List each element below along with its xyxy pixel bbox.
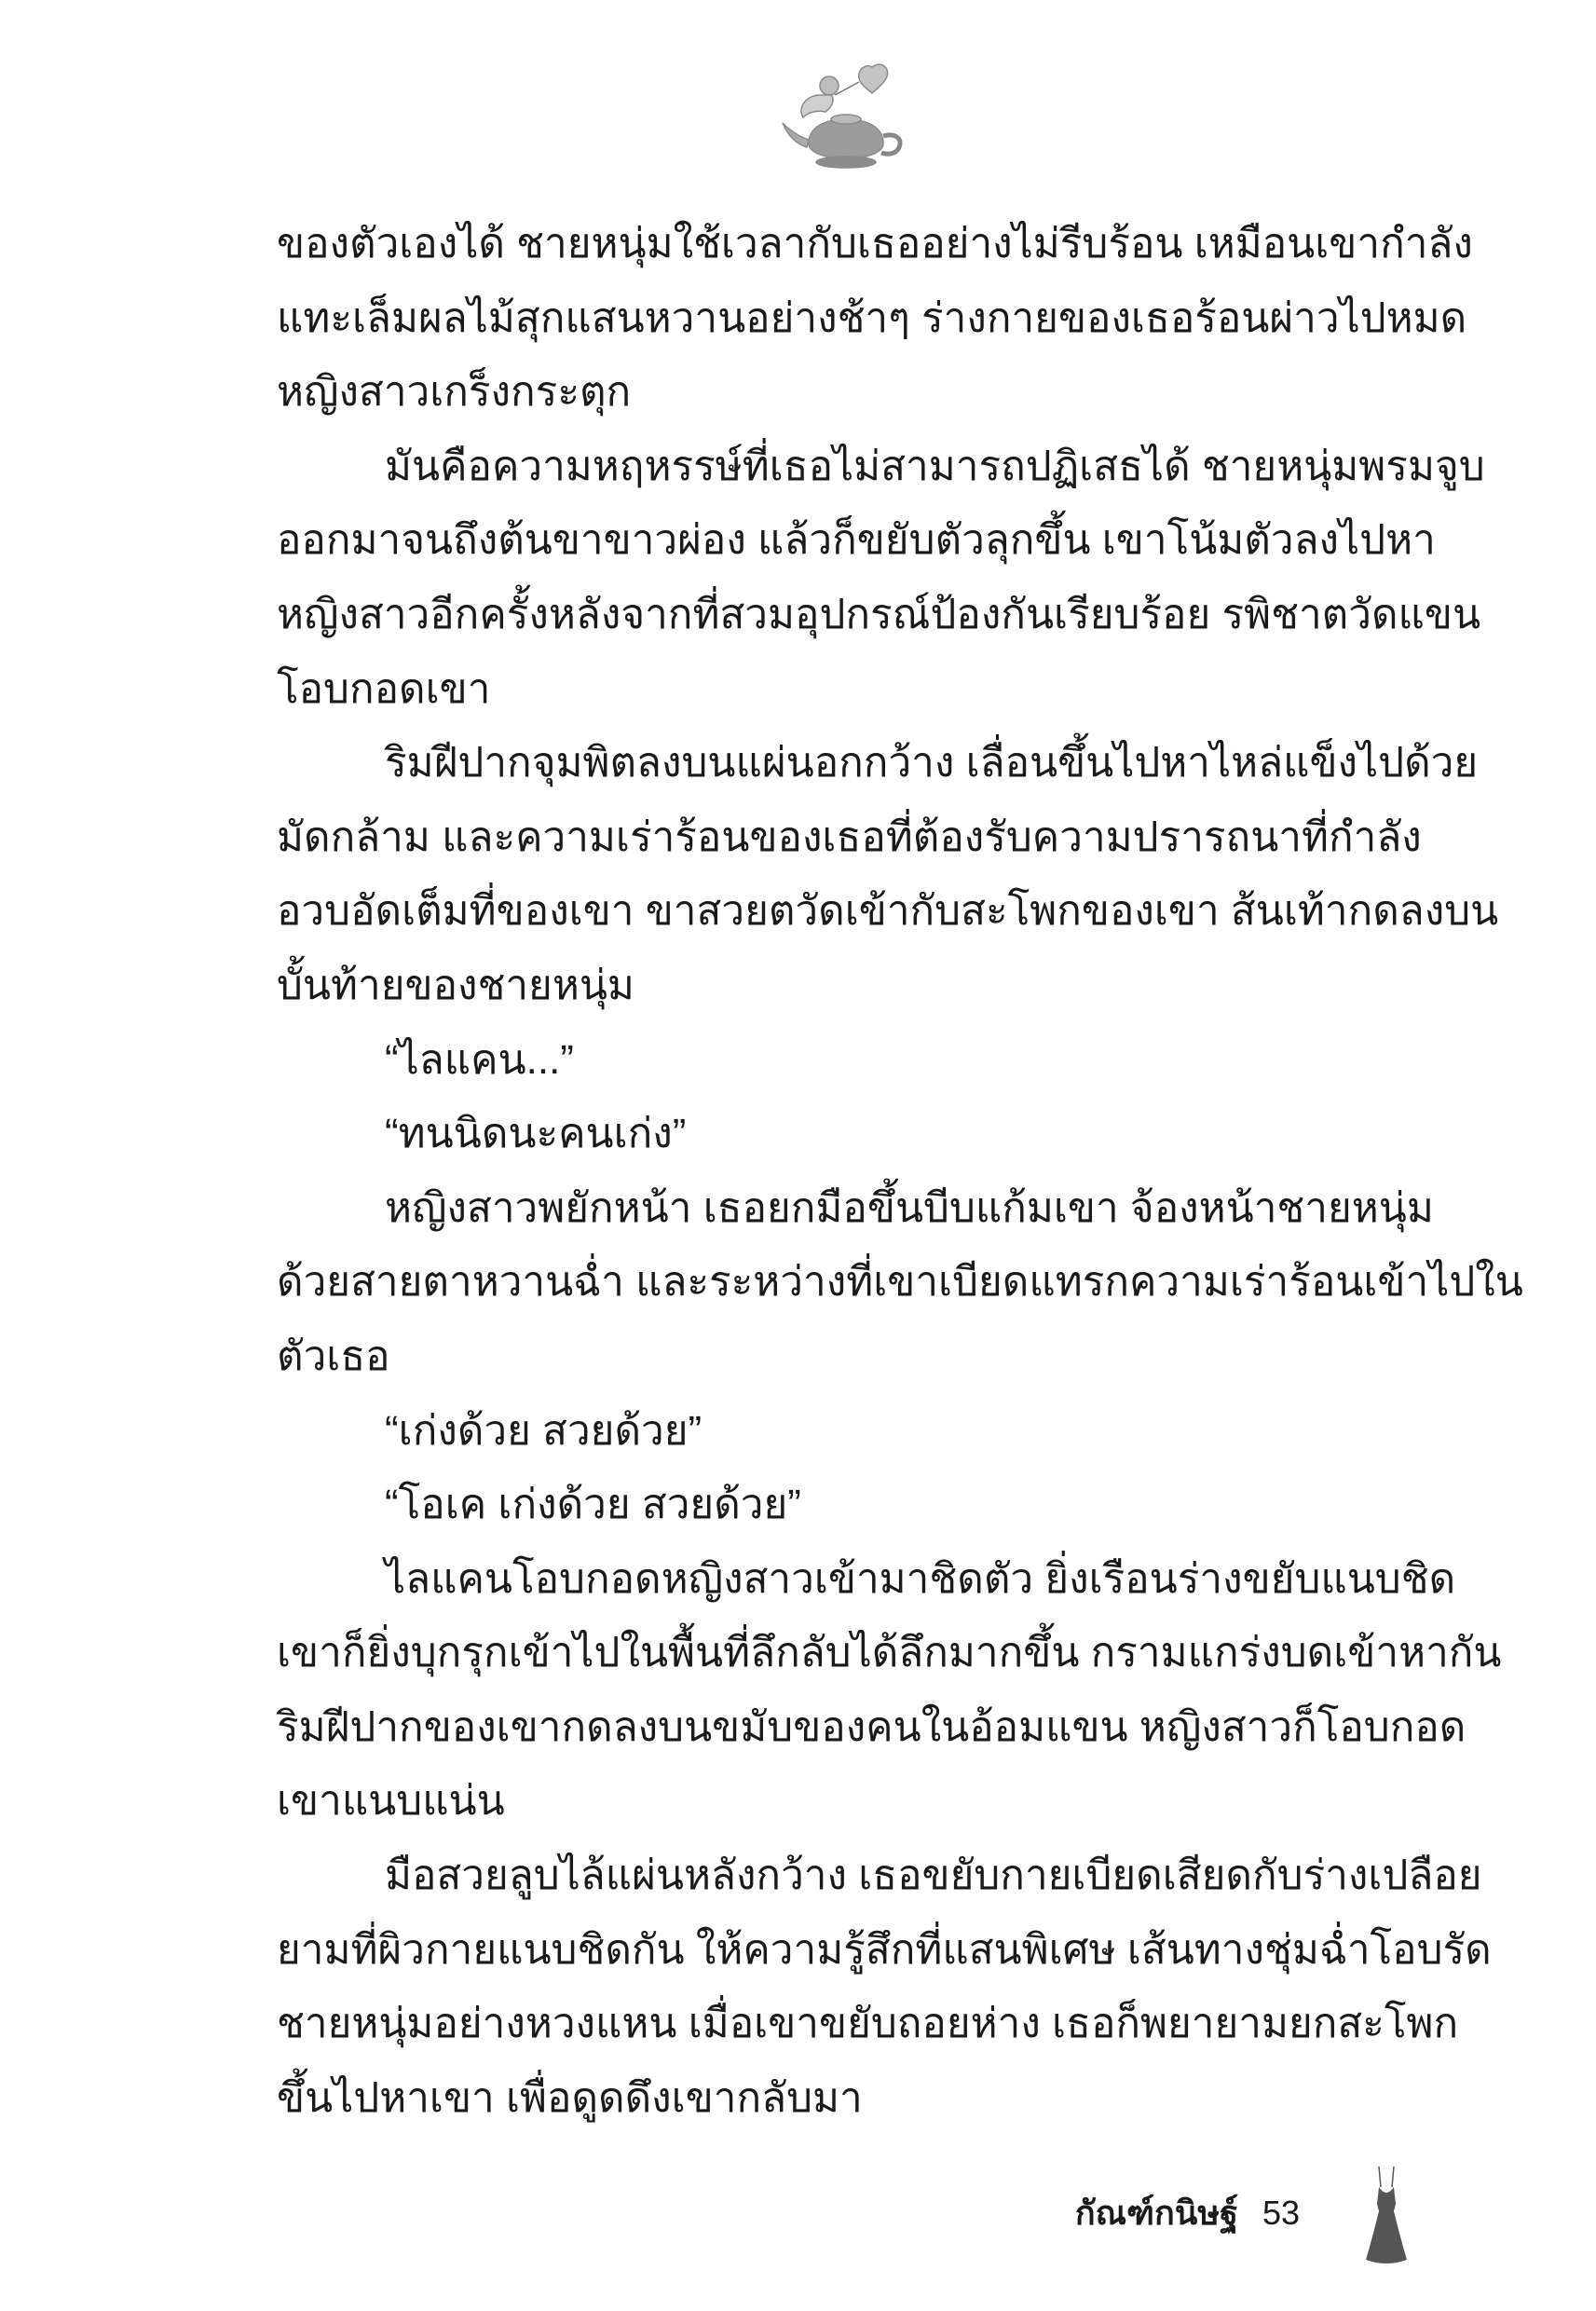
text-line: มันคือความหฤหรรษ์ที่เธอไม่สามารถปฏิเสธได้ ชายหนุ่มพรมจูบ: [385, 443, 1485, 489]
paragraph: [277, 1097, 1412, 1171]
text-line: ไลแคนโอบกอดหญิงสาวเข้ามาชิดตัว ยิ่งเรือนร่างขยับแนบชิด: [385, 1555, 1456, 1602]
text-line: ริมฝีปากจุมพิตลงบนแผ่นอกกว้าง เลื่อนขึ้นไปหาไหล่แข็งไปด้วย: [385, 740, 1479, 786]
paragraph: [277, 1394, 1412, 1469]
text-line: แทะเล็มผลไม้สุกแสนหวานอย่างช้าๆ ร่างกายของเธอร้อนผ่าวไปหมด: [277, 294, 1467, 341]
text-line: “ทนนิดนะคนเก่ง”: [385, 1111, 687, 1157]
text-line: มือสวยลูบไล้แผ่นหลังกว้าง เธอขยับกายเบียดเสียดกับร่างเปลือย: [385, 1853, 1482, 1899]
paragraph: [277, 207, 1473, 430]
text-line: ขึ้นไปหาเขา เพื่อดูดดึงเขากลับมา: [277, 2074, 863, 2121]
text-line: มัดกล้าม และความเร่าร้อนของเธอที่ต้องรับความปรารถนาที่กำลัง: [277, 814, 1422, 860]
book-title: กัณฑ์กนิษฐ์: [1074, 2194, 1238, 2232]
text-line: ริมฝีปากของเขากดลงบนขมับของคนในอ้อมแขน หญิงสาวก็โอบกอด: [277, 1703, 1466, 1750]
paragraph: [277, 1839, 1492, 2135]
text-line: ของตัวเองได้ ชายหนุ่มใช้เวลากับเธออย่างไม่รีบร้อน เหมือนเขากำลัง: [277, 221, 1473, 267]
text-line: “โอเค เก่งด้วย สวยด้วย”: [385, 1482, 801, 1528]
text-line: หญิงสาวพยักหน้า เธอยกมือขึ้นบีบแก้มเขา จ้องหน้าชายหนุ่ม: [385, 1184, 1434, 1231]
text-line: ยามที่ผิวกายแนบชิดกัน ให้ความรู้สึกที่แสนพิเศษ เส้นทางชุ่มฉ่ำโอบรัด: [277, 1926, 1492, 1973]
text-line: เขาก็ยิ่งบุกรุกเข้าไปในพื้นที่ลึกลับได้ลึกมากขึ้น กรามแกร่งบดเข้าหากัน: [277, 1630, 1502, 1676]
text-line: ตัวเธอ: [277, 1333, 390, 1379]
cupid-teapot-logo-icon: [781, 58, 911, 174]
text-line: หญิงสาวเกร็งกระตุก: [277, 369, 632, 416]
page-footer: [1075, 2181, 1300, 2246]
text-line: “ไลแคน...”: [385, 1036, 574, 1083]
body-text: [277, 207, 1523, 2135]
page-number: 53: [1262, 2194, 1300, 2232]
paragraph: [277, 1542, 1502, 1839]
paragraph: [277, 1468, 1412, 1542]
text-line: ชายหนุ่มอย่างหวงแหน เมื่อเขาขยับถอยห่าง เธอก็พยายามยกสะโพก: [277, 2001, 1459, 2047]
paragraph: [277, 1171, 1523, 1394]
paragraph: [277, 726, 1499, 1022]
text-line: โอบกอดเขา: [277, 665, 491, 712]
paragraph: [277, 430, 1485, 726]
dress-icon: [1366, 2167, 1407, 2265]
paragraph: [277, 1023, 1412, 1098]
text-line: ด้วยสายตาหวานฉ่ำ และระหว่างที่เขาเบียดแทรกความเร่าร้อนเข้าไปใน: [277, 1259, 1523, 1306]
text-line: “เก่งด้วย สวยด้วย”: [385, 1407, 703, 1454]
text-line: เขาแนบแน่น: [277, 1778, 505, 1825]
text-line: หญิงสาวอีกครั้งหลังจากที่สวมอุปกรณ์ป้องกันเรียบร้อย รพิชาตวัดแขน: [277, 591, 1481, 637]
text-line: ออกมาจนถึงต้นขาขาวผ่อง แล้วก็ขยับตัวลุกขึ้น เขาโน้มตัวลงไปหา: [277, 517, 1436, 564]
text-line: อวบอัดเต็มที่ของเขา ขาสวยตวัดเข้ากับสะโพกของเขา ส้นเท้ากดลงบน: [277, 888, 1499, 935]
text-line: บั้นท้ายของชายหนุ่ม: [277, 962, 634, 1008]
